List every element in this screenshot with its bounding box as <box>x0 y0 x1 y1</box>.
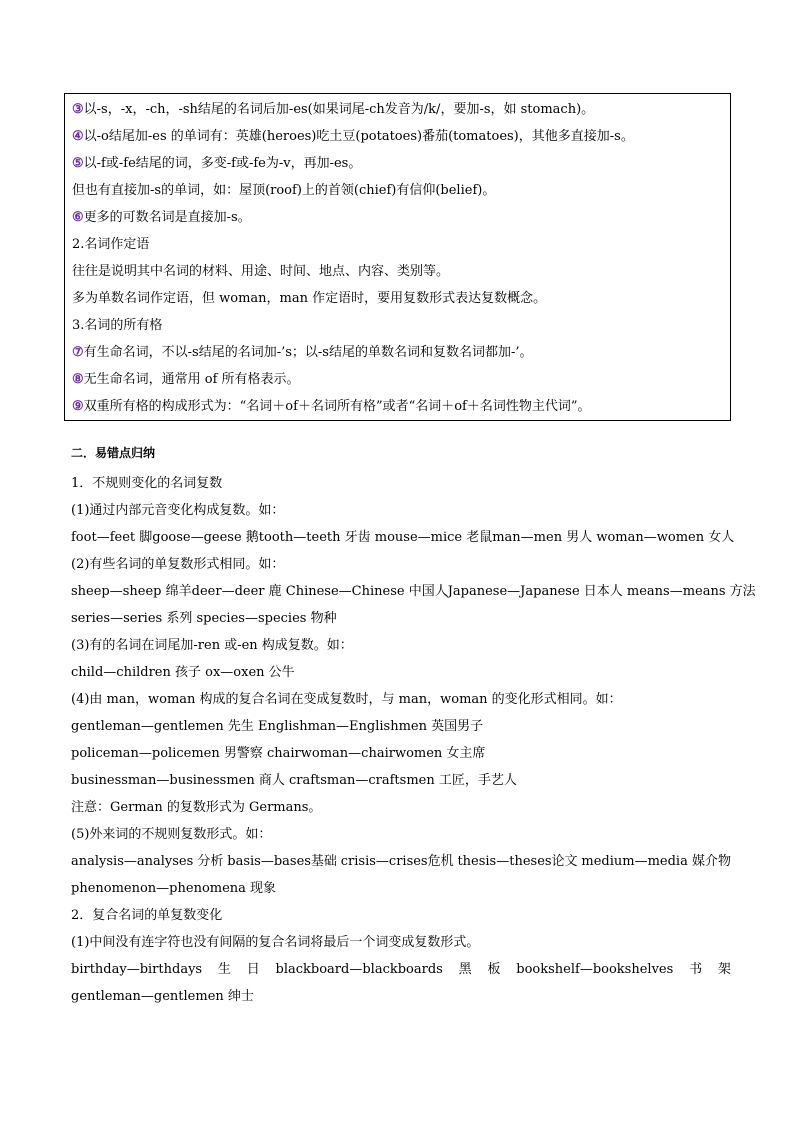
text-line: (1)通过内部元音变化构成复数。如： <box>71 503 285 518</box>
rule-line <box>72 204 730 231</box>
rule-line <box>72 231 730 258</box>
example-row <box>71 848 731 875</box>
rule-subheading: 2.名词作定语 <box>72 237 150 252</box>
circled-number: ④ <box>72 129 84 144</box>
rule-line <box>72 96 730 123</box>
rule-text: 以-s，-x，-ch，-sh结尾的名词后加-es(如果词尾-ch发音为/k/，要加-s，如 stomach)。 <box>83 102 595 117</box>
example-item: medium—media 媒介物 <box>581 854 731 869</box>
example-item: 生 <box>217 962 231 977</box>
text-line: 2．复合名词的单复数变化 <box>71 908 223 923</box>
rule-line <box>72 312 730 339</box>
rule-text: 以-o结尾加-es 的单词有：英雄(heroes)吃土豆(potatoes)番茄(tomatoes)，其他多直接加-s。 <box>83 129 634 144</box>
text-line: (4)由 man，woman 构成的复合名词在变成复数时，与 man，woman 的变化形式相同。如： <box>71 692 622 707</box>
rule-text: 但也有直接加-s的单词，如：屋顶(roof)上的首领(chief)有信仰(belief)。 <box>72 183 496 198</box>
section-body <box>71 470 756 1010</box>
rule-line <box>72 177 730 204</box>
text-line: (1)中间没有连字符也没有间隔的复合名词将最后一个词变成复数形式。 <box>71 935 480 950</box>
rule-text: 无生命名词，通常用 of 所有格表示。 <box>83 372 300 387</box>
example-item: crisis—crises危机 <box>340 854 454 869</box>
rule-text: 以-f或-fe结尾的词，多变-f或-fe为-v，再加-es。 <box>83 156 362 171</box>
example-item: foot—feet 脚 <box>71 530 153 545</box>
circled-number: ③ <box>72 102 84 117</box>
rule-line <box>72 150 730 177</box>
text-line: (2)有些名词的单复数形式相同。如： <box>71 557 285 572</box>
rule-line <box>72 285 730 312</box>
text-line: series—series 系列 species—species 物种 <box>71 611 337 626</box>
rule-line <box>72 366 730 393</box>
example-item: thesis—theses论文 <box>457 854 578 869</box>
text-line: 注意：German 的复数形式为 Germans。 <box>71 800 322 815</box>
text-line: child—children 孩子 ox—oxen 公牛 <box>71 665 295 680</box>
example-item: 板 <box>487 962 501 977</box>
rule-line <box>72 258 730 285</box>
example-item: blackboard—blackboards <box>275 962 443 977</box>
example-row <box>71 524 735 551</box>
example-item: tooth—teeth 牙齿 mouse—mice 老鼠 <box>258 530 493 545</box>
example-item: bookshelf—bookshelves <box>516 962 674 977</box>
circled-number: ⑧ <box>72 372 84 387</box>
rule-subheading: 3.名词的所有格 <box>72 318 163 333</box>
rule-text: 往往是说明其中名词的材料、用途、时间、地点、内容、类别等。 <box>72 264 450 279</box>
text-line: (5)外来词的不规则复数形式。如： <box>71 827 272 842</box>
rule-text: 有生命名词，不以-s结尾的名词加-’s；以-s结尾的单数名词和复数名词都加-’。 <box>83 345 533 360</box>
example-item: basis—bases基础 <box>227 854 337 869</box>
rule-line <box>72 339 730 366</box>
text-line: policeman—policemen 男警察 chairwoman—chairwomen 女主席 <box>71 746 486 761</box>
example-item: 黑 <box>458 962 472 977</box>
section-heading: 二．易错点归纳 <box>71 446 156 460</box>
example-item: birthday—birthdays <box>71 962 203 977</box>
rule-line <box>72 123 730 150</box>
circled-number: ⑥ <box>72 210 84 225</box>
text-line: gentleman—gentlemen 绅士 <box>71 989 254 1004</box>
rule-text: 双重所有格的构成形式为：“名词＋of＋名词所有格”或者“名词＋of＋名词性物主代词”。 <box>83 399 591 414</box>
text-line: 1．不规则变化的名词复数 <box>71 476 223 491</box>
example-item: 书 <box>689 962 703 977</box>
text-line: businessman—businessmen 商人 craftsman—craftsmen 工匠，手艺人 <box>71 773 517 788</box>
circled-number: ⑦ <box>72 345 84 360</box>
text-line: phenomenon—phenomena 现象 <box>71 881 277 896</box>
example-row <box>71 578 756 605</box>
example-item: 日 <box>246 962 260 977</box>
example-item: 架 <box>717 962 731 977</box>
text-line: (3)有的名词在词尾加-ren 或-en 构成复数。如： <box>71 638 353 653</box>
rule-line <box>72 393 730 420</box>
circled-number: ⑨ <box>72 399 84 414</box>
example-item: deer—deer 鹿 Chinese—Chinese 中国人 <box>191 584 448 599</box>
rule-text: 多为单数名词作定语，但 woman，man 作定语时，要用复数形式表达复数概念。 <box>72 291 547 306</box>
example-item: sheep—sheep 绵羊 <box>71 584 192 599</box>
circled-number: ⑤ <box>72 156 84 171</box>
rule-text: 更多的可数名词是直接加-s。 <box>83 210 251 225</box>
example-row <box>71 956 731 983</box>
example-item: analysis—analyses 分析 <box>71 854 224 869</box>
rules-box <box>64 93 731 421</box>
example-item: Japanese—Japanese 日本人 means—means 方法 <box>447 584 756 599</box>
text-line: gentleman—gentlemen 先生 Englishman—Englishmen 英国男子 <box>71 719 484 734</box>
example-item: man—men 男人 woman—women 女人 <box>492 530 735 545</box>
example-item: goose—geese 鹅 <box>152 530 259 545</box>
